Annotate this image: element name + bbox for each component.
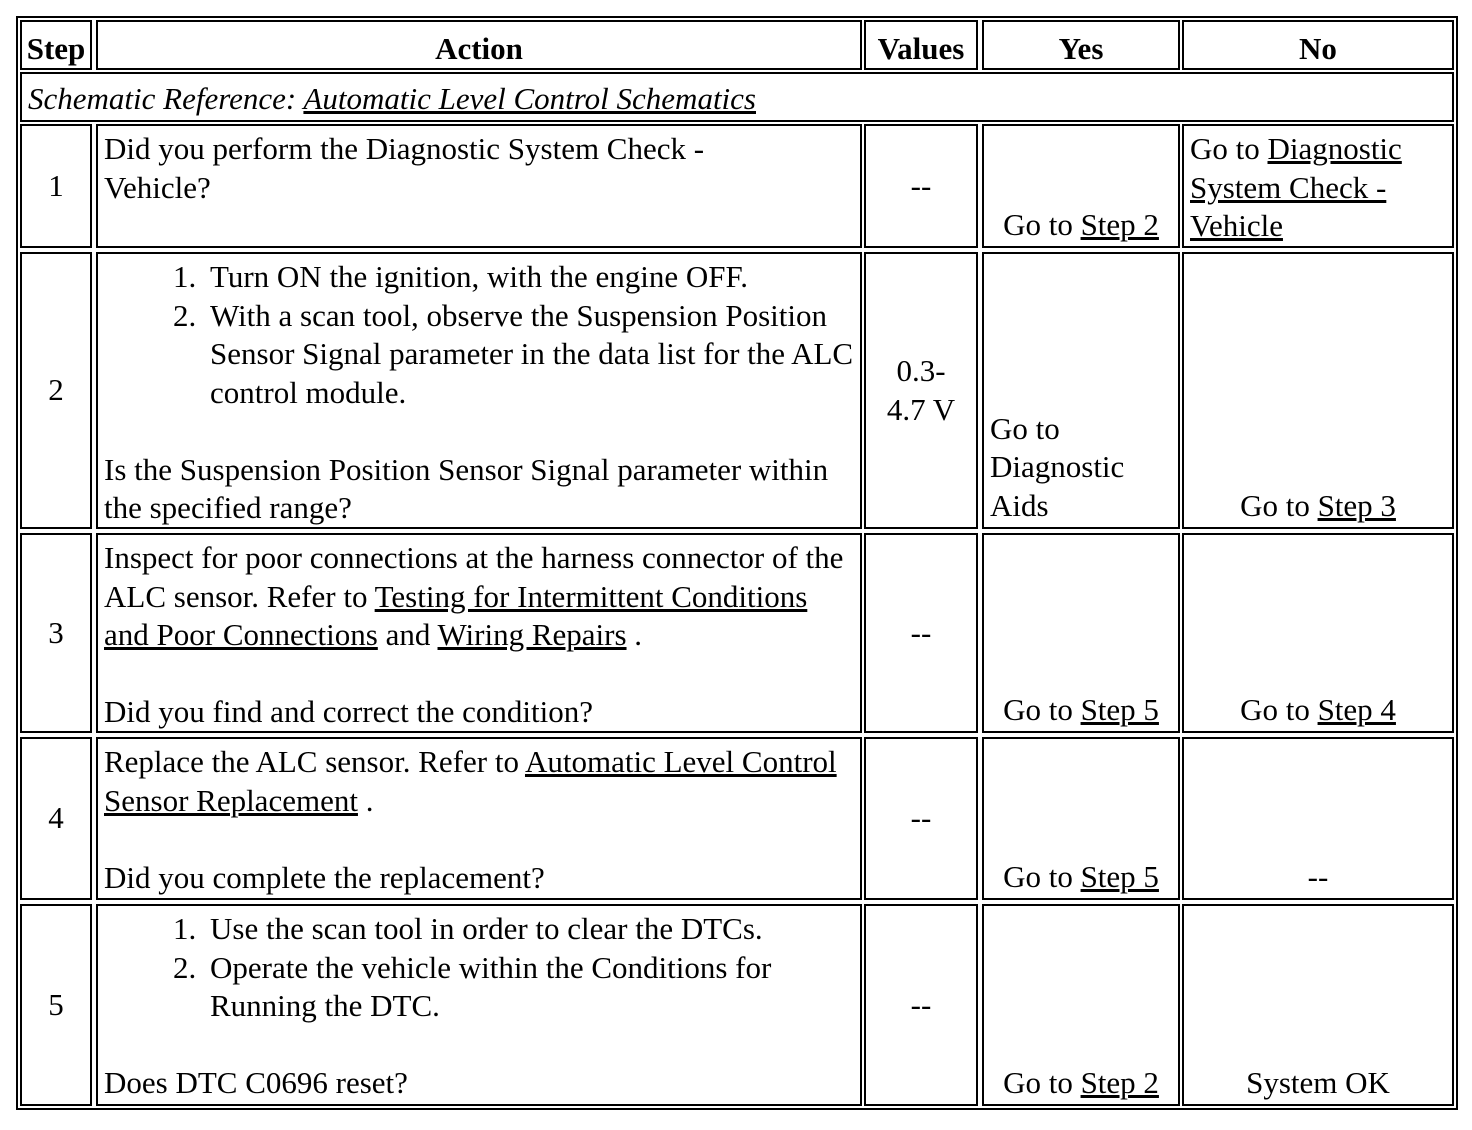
header-yes: Yes xyxy=(982,20,1180,70)
header-step: Step xyxy=(20,20,92,70)
action-line: Vehicle? xyxy=(104,169,211,205)
question-text: Is the Suspension Position Sensor Signal parameter within the specified range? xyxy=(104,451,829,525)
question-text: Does DTC C0696 reset? xyxy=(104,1065,408,1100)
no-text: -- xyxy=(1307,858,1329,894)
yes-text: Aids xyxy=(990,487,1049,523)
header-values: Values xyxy=(864,20,978,70)
no-cell xyxy=(1182,533,1454,733)
value-cell: -- xyxy=(864,124,978,248)
no-cell xyxy=(1182,737,1454,900)
instruction-list xyxy=(104,910,854,1026)
no-link[interactable]: System Check - xyxy=(1190,169,1387,205)
action-text: . xyxy=(626,617,643,652)
yes-prefix: Go to xyxy=(1003,1064,1081,1100)
no-prefix: Go to xyxy=(1240,487,1318,523)
yes-prefix: Go to xyxy=(1003,691,1081,727)
action-cell xyxy=(96,737,862,900)
schematic-reference xyxy=(20,72,1454,122)
header-no: No xyxy=(1182,20,1454,70)
action-text: Replace the ALC sensor. Refer to xyxy=(104,744,525,779)
yes-text: Go to xyxy=(990,410,1060,446)
action-cell xyxy=(96,124,862,248)
question-text: Did you complete the replacement? xyxy=(104,859,545,895)
no-prefix: Go to xyxy=(1190,131,1268,166)
yes-link[interactable]: Step 2 xyxy=(1080,206,1159,242)
value-cell: -- xyxy=(864,904,978,1106)
no-cell xyxy=(1182,124,1454,248)
yes-cell xyxy=(982,252,1180,529)
yes-cell xyxy=(982,904,1180,1106)
step-number: 1 xyxy=(20,124,92,248)
yes-cell xyxy=(982,737,1180,900)
list-item: 1. Use the scan tool in order to clear the DTCs. xyxy=(204,910,854,949)
no-link[interactable]: Vehicle xyxy=(1190,208,1283,243)
no-link[interactable]: Step 3 xyxy=(1317,487,1396,523)
action-line: Did you perform the Diagnostic System Check - xyxy=(104,131,705,166)
no-text: System OK xyxy=(1246,1064,1390,1100)
step-number: 3 xyxy=(20,533,92,733)
yes-cell xyxy=(982,124,1180,248)
yes-link[interactable]: Step 5 xyxy=(1080,858,1159,894)
no-cell xyxy=(1182,904,1454,1106)
list-item: 1. Turn ON the ignition, with the engine OFF. xyxy=(204,258,854,297)
yes-prefix: Go to xyxy=(1003,206,1081,242)
no-link[interactable]: Step 4 xyxy=(1317,691,1396,727)
yes-text: Diagnostic xyxy=(990,449,1125,484)
value-cell: -- xyxy=(864,533,978,733)
action-cell xyxy=(96,252,862,529)
schematic-link[interactable]: Automatic Level Control Schematics xyxy=(303,81,756,116)
value-line: 0.3- xyxy=(896,353,946,388)
value-cell: -- xyxy=(864,737,978,900)
wiring-repairs-link[interactable]: Wiring Repairs xyxy=(437,617,627,652)
yes-prefix: Go to xyxy=(1003,858,1081,894)
sensor-replacement-link[interactable]: Automatic Level Control Sensor Replacement xyxy=(104,744,837,818)
action-cell xyxy=(96,533,862,733)
header-action: Action xyxy=(96,20,862,70)
step-number: 5 xyxy=(20,904,92,1106)
step-number: 2 xyxy=(20,252,92,529)
intermittent-conditions-link[interactable]: Testing for Intermittent Conditions and Poor Connections xyxy=(104,578,808,652)
instruction-list xyxy=(104,258,854,412)
list-item: 2. With a scan tool, observe the Suspension Position Sensor Signal parameter in the data list for the ALC control module. xyxy=(204,297,854,413)
yes-link[interactable]: Step 2 xyxy=(1080,1064,1159,1100)
no-link[interactable]: Diagnostic xyxy=(1267,131,1402,166)
value-line: 4.7 V xyxy=(886,391,956,427)
yes-cell xyxy=(982,533,1180,733)
action-text: Inspect for poor connections at the harness connector of the ALC sensor. Refer to xyxy=(104,540,844,614)
schematic-prefix: Schematic Reference: xyxy=(28,81,304,116)
no-prefix: Go to xyxy=(1240,691,1318,727)
value-cell xyxy=(864,252,978,529)
no-cell xyxy=(1182,252,1454,529)
question-text: Did you find and correct the condition? xyxy=(104,694,593,729)
action-text: . xyxy=(357,782,374,818)
list-item: 2. Operate the vehicle within the Conditions for Running the DTC. xyxy=(204,949,854,1026)
action-cell xyxy=(96,904,862,1106)
action-text: and xyxy=(377,617,438,652)
yes-link[interactable]: Step 5 xyxy=(1080,691,1159,727)
step-number: 4 xyxy=(20,737,92,900)
